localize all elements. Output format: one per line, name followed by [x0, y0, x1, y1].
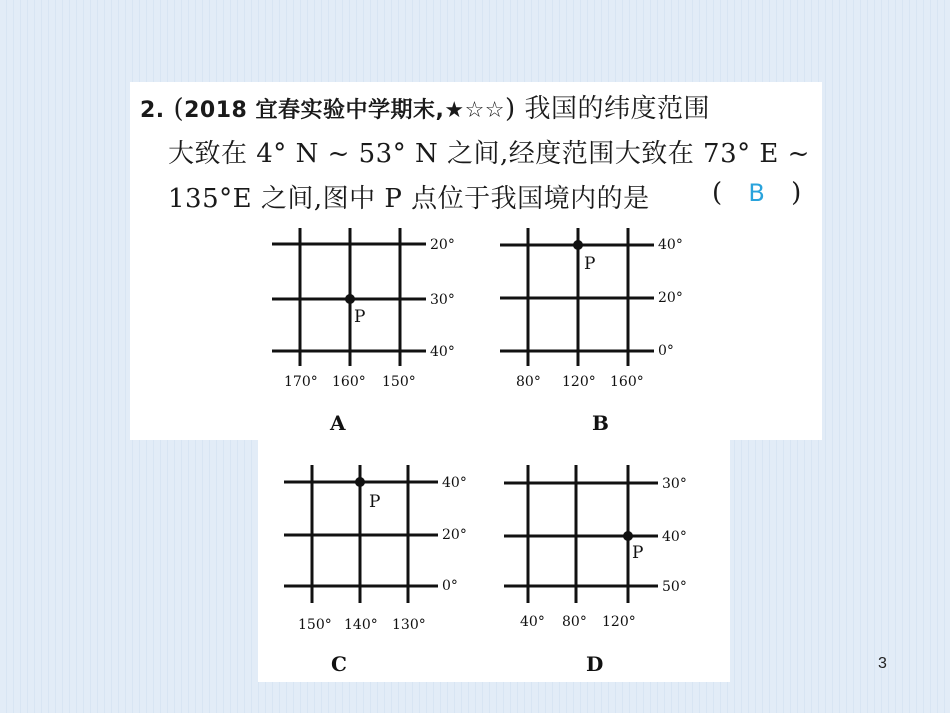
lat-label: 20° — [430, 237, 455, 253]
lon-label: 160° — [610, 374, 644, 390]
answer-close: ) — [791, 178, 802, 208]
question-number: 2. — [140, 98, 165, 123]
point-p-label: P — [584, 254, 596, 274]
source-close: ) — [505, 94, 516, 124]
option-label-a: A — [330, 411, 346, 435]
option-label-d: D — [586, 652, 604, 676]
answer-bracket — [712, 178, 801, 208]
source-open: ( — [173, 94, 185, 124]
grid-diagram-b — [496, 226, 696, 396]
lat-label: 40° — [662, 529, 687, 545]
answer-value: B — [748, 179, 765, 207]
lon-label: 140° — [344, 617, 378, 633]
point-p-marker — [355, 477, 365, 487]
lon-label: 150° — [382, 374, 416, 390]
point-p-marker — [623, 531, 633, 541]
point-p-label: P — [632, 543, 644, 563]
grid-diagram-c — [280, 463, 480, 633]
lat-label: 20° — [658, 290, 683, 306]
question-line-3: 135°E 之间,图中 P 点位于我国境内的是 — [168, 184, 650, 214]
lat-label: 0° — [442, 578, 458, 594]
answer-open: ( — [712, 178, 723, 208]
question-line-2: 大致在 4° N ~ 53° N 之间,经度范围大致在 73° E ~ — [168, 139, 810, 169]
lon-label: 120° — [562, 374, 596, 390]
option-label-c: C — [331, 652, 347, 676]
question-source: 2018 宜春实验中学期末,★☆☆ — [184, 98, 506, 123]
point-p-label: P — [354, 307, 366, 327]
question-text-1: 我国的纬度范围 — [524, 94, 710, 124]
point-p-marker — [345, 294, 355, 304]
lat-label: 40° — [430, 344, 455, 360]
lon-label: 80° — [562, 614, 587, 630]
lon-label: 160° — [332, 374, 366, 390]
lon-label: 120° — [602, 614, 636, 630]
lat-label: 20° — [442, 527, 467, 543]
lat-label: 30° — [662, 476, 687, 492]
option-label-b: B — [592, 411, 609, 435]
lon-label: 150° — [298, 617, 332, 633]
lon-label: 170° — [284, 374, 318, 390]
lat-label: 50° — [662, 579, 687, 595]
lon-label: 80° — [516, 374, 541, 390]
point-p-label: P — [369, 492, 381, 512]
page-number: 3 — [878, 655, 887, 672]
lat-label: 0° — [658, 343, 674, 359]
lat-label: 30° — [430, 292, 455, 308]
lon-label: 130° — [392, 617, 426, 633]
lon-label: 40° — [520, 614, 545, 630]
grid-diagram-a — [268, 226, 468, 396]
lat-label: 40° — [658, 237, 683, 253]
question-line-1 — [140, 88, 710, 125]
lat-label: 40° — [442, 475, 467, 491]
point-p-marker — [573, 240, 583, 250]
grid-diagram-d — [500, 463, 700, 633]
